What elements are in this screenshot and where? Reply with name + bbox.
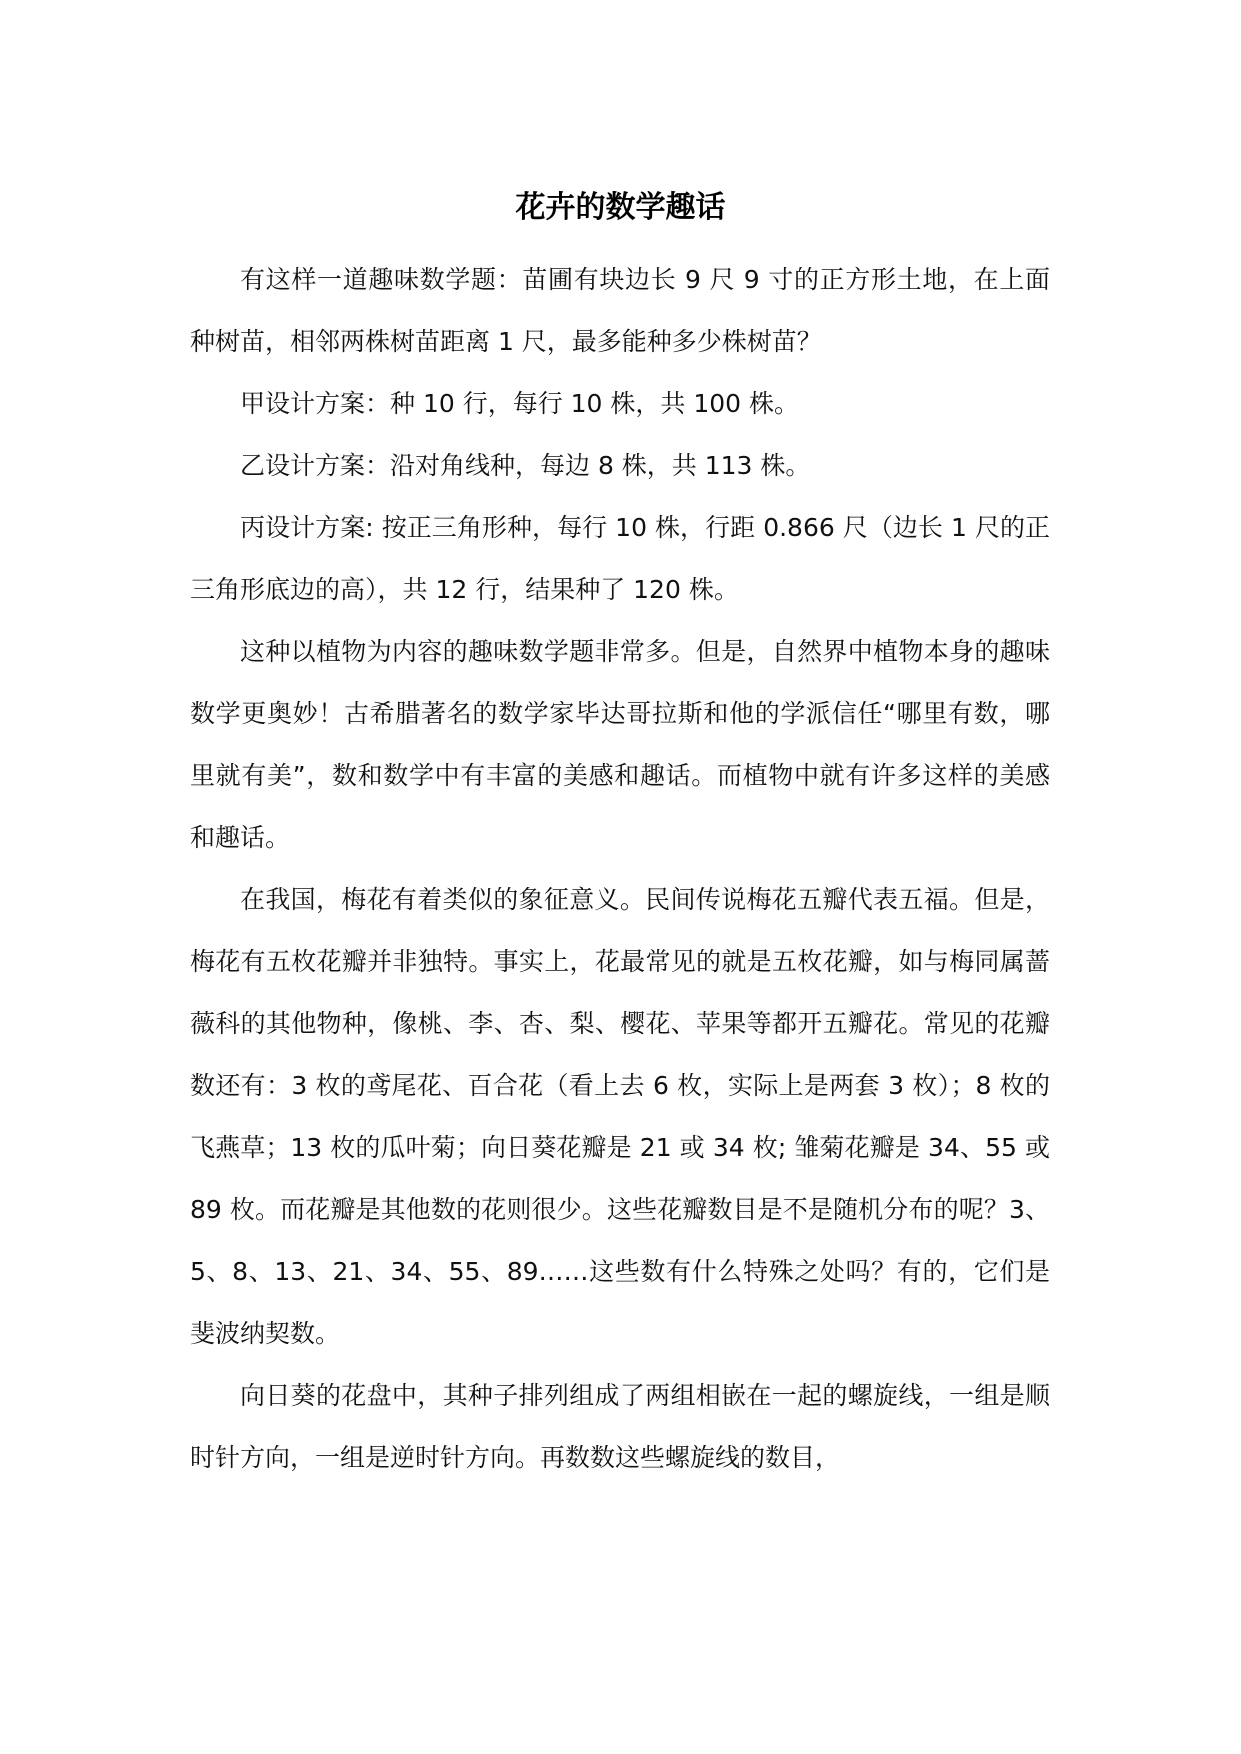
article-body <box>190 249 1050 1489</box>
paragraph-plan-a: 甲设计方案：种 10 行，每行 10 株，共 100 株。 <box>240 389 800 418</box>
paragraph-sunflower: 向日葵的花盘中，其种子排列组成了两组相嵌在一起的螺旋线，一组是顺时针方向，一组是逆时针方向。再数数这些螺旋线的数目， <box>190 1381 1050 1472</box>
page-title: 花卉的数学趣话 <box>515 190 726 225</box>
paragraph-plan-c: 丙设计方案: 按正三角形种，每行 10 株，行距 0.866 尺（边长 1 尺的正三角形底边的高），共 12 行，结果种了 120 株。 <box>190 513 1050 604</box>
paragraph-problem: 有这样一道趣味数学题：苗圃有块边长 9 尺 9 寸的正方形土地，在上面种树苗，相邻两株树苗距离 1 尺，最多能种多少株树苗？ <box>190 265 1050 356</box>
paragraph-pythagoras: 这种以植物为内容的趣味数学题非常多。但是，自然界中植物本身的趣味数学更奥妙！古希腊著名的数学家毕达哥拉斯和他的学派信任“哪里有数，哪里就有美”，数和数学中有丰富的美感和趣话。而植物中就有许多这样的美感和趣话。 <box>190 637 1050 852</box>
paragraph-petals: 在我国，梅花有着类似的象征意义。民间传说梅花五瓣代表五福。但是，梅花有五枚花瓣并非独特。事实上，花最常见的就是五枚花瓣，如与梅同属蔷薇科的其他物种，像桃、李、杏、梨、樱花、苹果等都开五瓣花。常见的花瓣数还有：3 枚的鸢尾花、百合花（看上去 6 枚，实际上是两套 3 枚）；8 枚的飞燕草；13 枚的瓜叶菊；向日葵花瓣是 21 或 34 枚; 雏菊花瓣是 34、55 或 89 枚。而花瓣是其他数的花则很少。这些花瓣数目是不是随机分布的呢？3、5、8、13、21、34、55、89……这些数有什么特殊之处吗？有的，它们是斐波纳契数。 <box>190 885 1050 1348</box>
paragraph-plan-b: 乙设计方案：沿对角线种，每边 8 株，共 113 株。 <box>240 451 811 480</box>
